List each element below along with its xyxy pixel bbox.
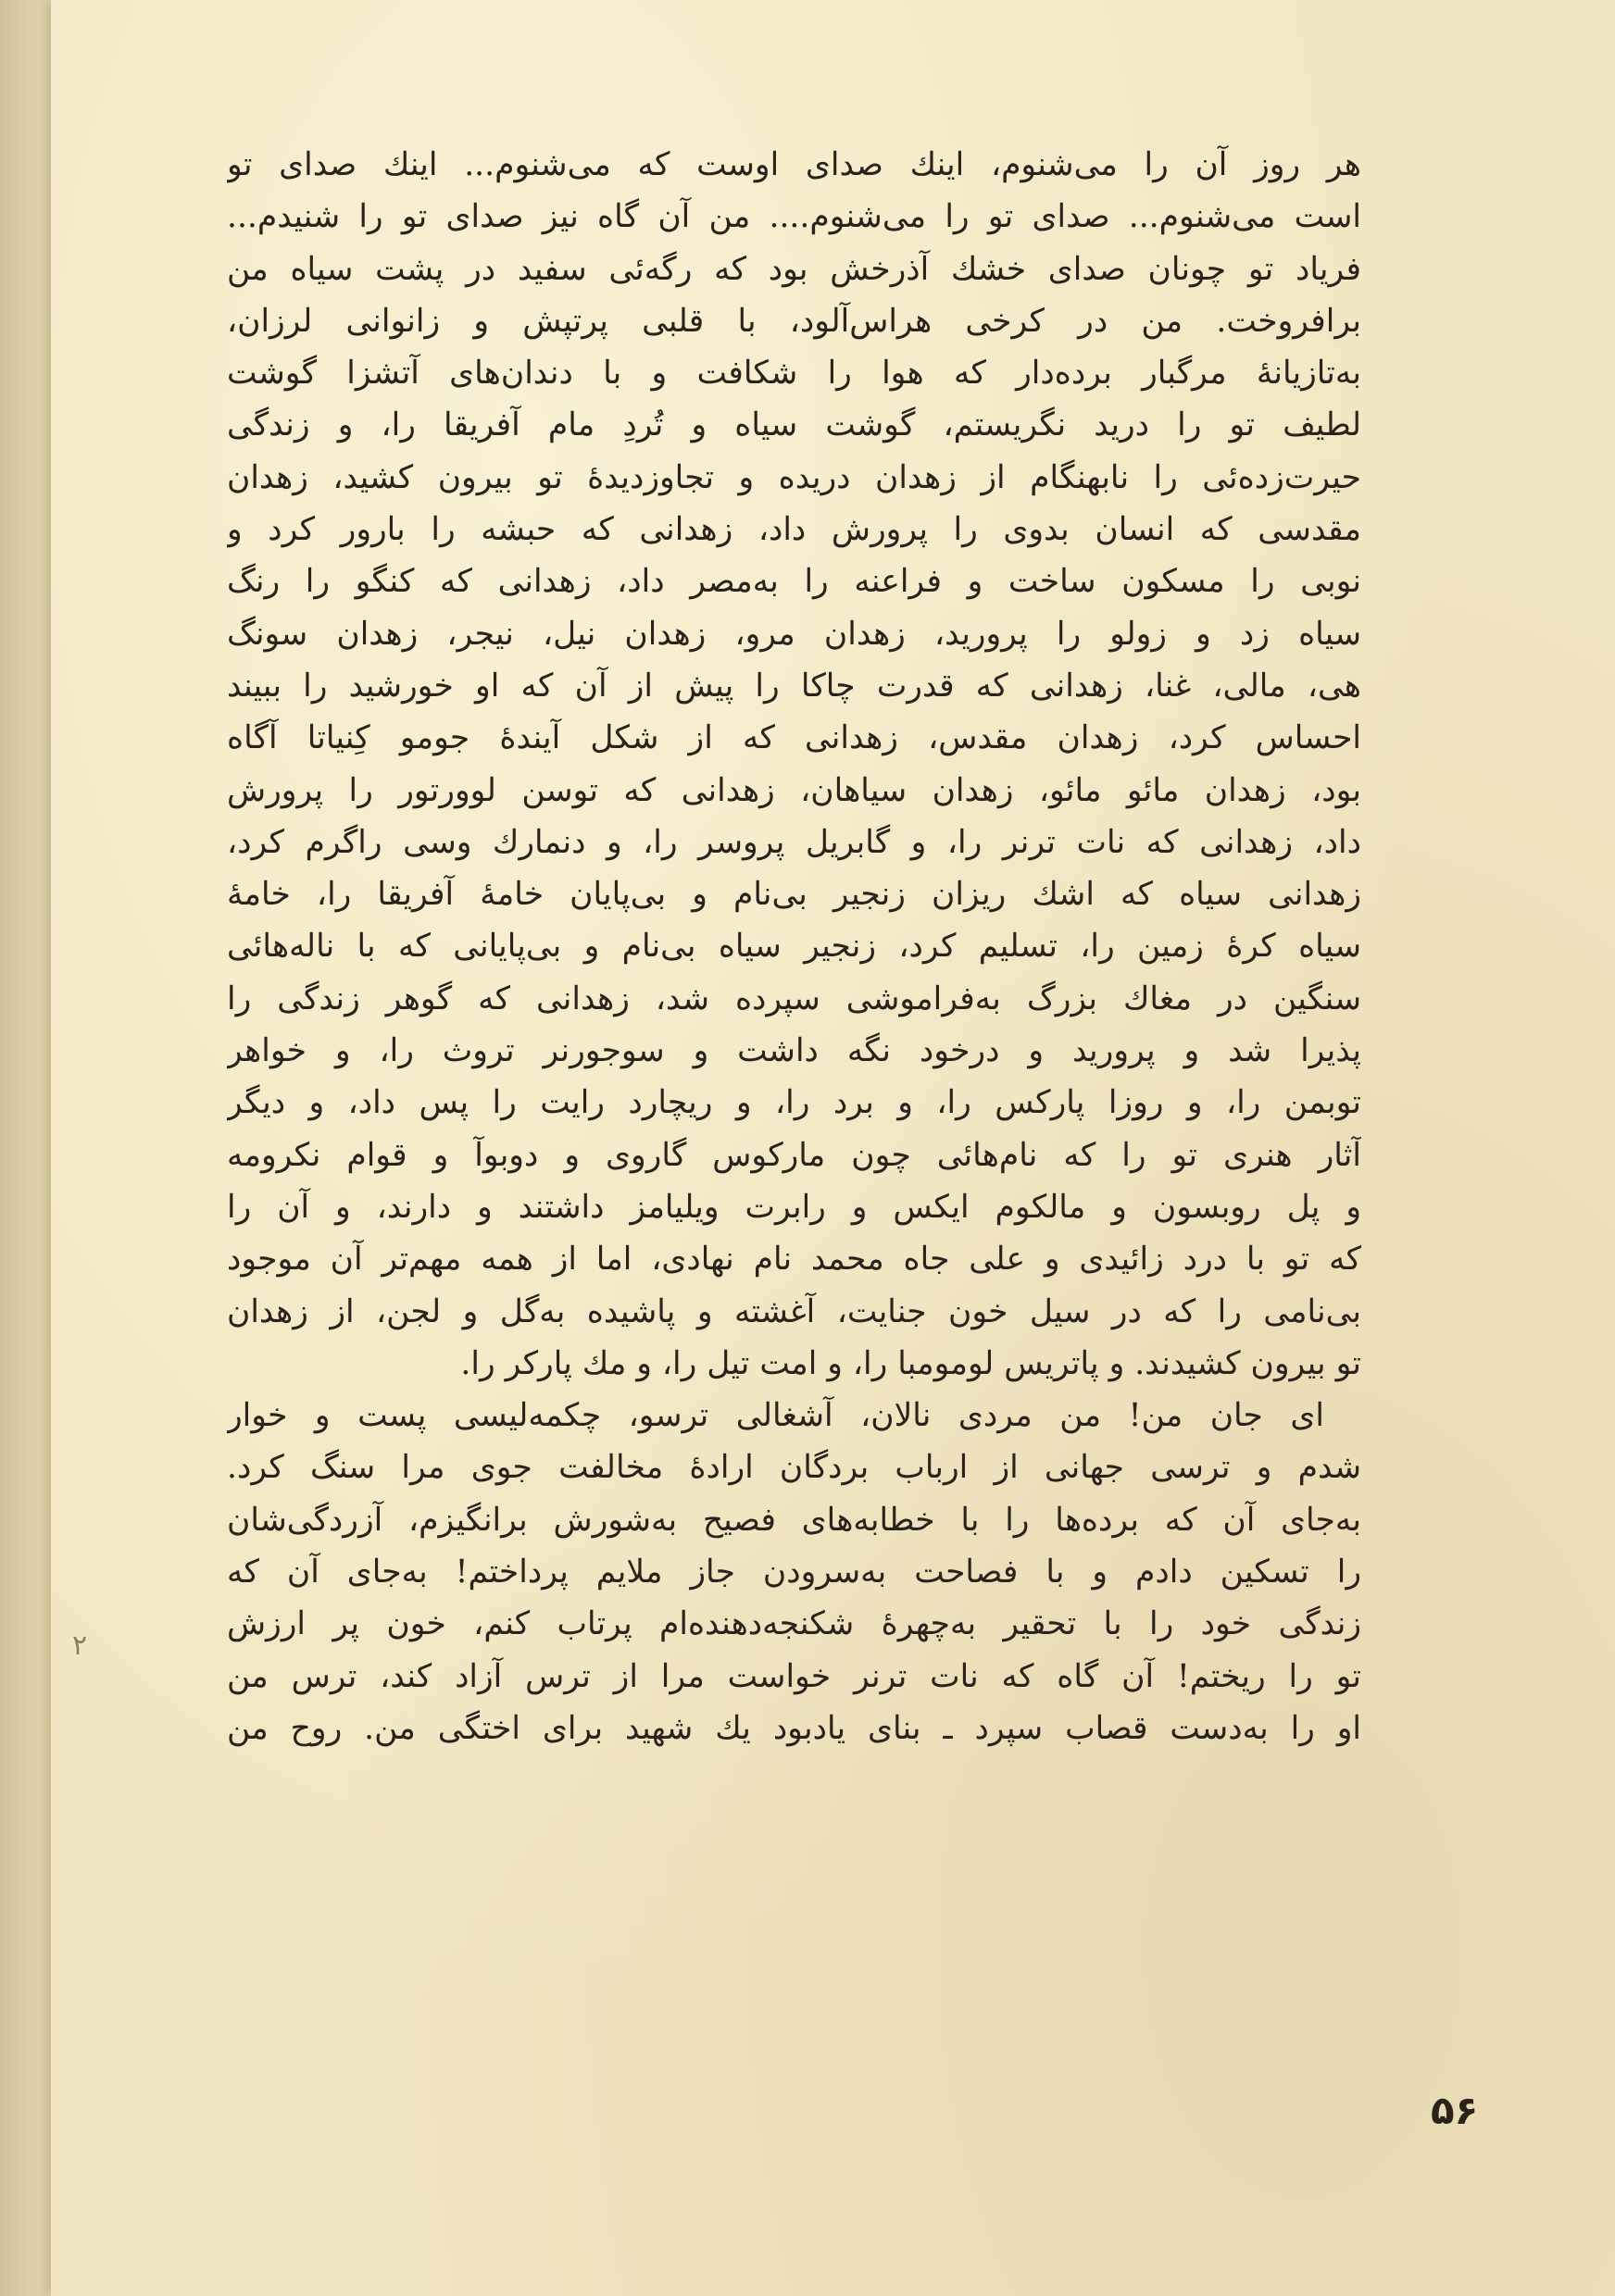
margin-mark: ٢ — [72, 1629, 88, 1662]
text-line: فریاد تو چونان صدای خشك آذرخش بود که رگه‌ئی سفید در پشت سیاه من — [227, 250, 1361, 288]
text-line: زندگی خود را با تحقیر به‌چهرهٔ شکنجه‌دهنده‌ام پرتاب کنم، خون پر ارزش — [227, 1605, 1361, 1643]
text-line: شدم و ترسی جهانی از ارباب بردگان ارادهٔ مخالفت جوی مرا سنگ کرد. — [227, 1449, 1361, 1487]
text-line: حیرت‌زده‌ئی را نابهنگام از زهدان دریده و تجاوزدیدهٔ تو بیرون کشید، زهدان — [227, 458, 1361, 496]
paragraph-2 — [227, 1390, 1361, 1754]
text-line: سیاه کرهٔ زمین را، تسلیم کرد، زنجیر سیاه بی‌نام و بی‌پایانی که با ناله‌هائی — [227, 928, 1361, 966]
text-line: به‌تازیانهٔ مرگبار برده‌دار که هوا را شکافت و با دندان‌های آتشزا گوشت — [227, 355, 1361, 393]
text-line: هر روز آن را می‌شنوم، اینك صدای اوست که می‌شنوم... اینك صدای تو — [227, 146, 1361, 183]
text-line: لطیف تو را درید نگریستم، گوشت سیاه و تُردِ مام آفریقا را، و زندگی — [227, 406, 1361, 444]
text-line: پذیرا شد و پرورید و درخود نگه داشت و سوجورنر تروث را، و خواهر — [227, 1032, 1361, 1070]
text-line: داد، زهدانی که نات ترنر را، و گابریل پروسر را، و دنمارك وسی راگرم کرد، — [227, 823, 1361, 861]
text-line: که تو با درد زائیدی و علی جاه محمد نام نهادی، اما از همه مهم‌تر آن موجود — [227, 1241, 1361, 1279]
page-number: ۵۶ — [1431, 2088, 1479, 2133]
text-line: برافروخت. من در کرخی هراس‌آلود، با قلبی پرتپش و زانوانی لرزان، — [227, 302, 1361, 340]
text-line: سیاه زد و زولو را پرورید، زهدان مرو، زهدان نیل، نیجر، زهدان سونگ — [227, 615, 1361, 653]
paragraph-1 — [227, 139, 1361, 1390]
body-text — [227, 139, 1361, 1754]
text-line: به‌جای آن که برده‌ها را با خطابه‌های فصیح به‌شورش برانگیزم، آزردگی‌شان — [227, 1501, 1361, 1539]
text-line: مقدسی که انسان بدوی را پرورش داد، زهدانی که حبشه را بارور کرد و — [227, 511, 1361, 549]
text-line: بی‌نامی را که در سیل خون جنایت، آغشته و پاشیده به‌گل و لجن، از زهدان — [227, 1292, 1361, 1330]
text-line: است می‌شنوم... صدای تو را می‌شنوم.... من آن گاه نیز صدای تو را شنیدم... — [227, 198, 1361, 236]
text-line: را تسکین دادم و با فصاحت به‌سرودن جاز ملایم پرداختم! به‌جای آن که — [227, 1554, 1361, 1591]
text-line: و پل روبسون و مالکوم ایکس و رابرت ویلیامز داشتند و دارند، و آن را — [227, 1188, 1361, 1226]
text-line: بود، زهدان مائو مائو، زهدان سیاهان، زهدانی که توسن لوورتور را پرورش — [227, 771, 1361, 809]
text-line: سنگین در مغاك بزرگ به‌فراموشی سپرده شد، زهدانی که گوهر زندگی را — [227, 980, 1361, 1017]
text-line: احساس کرد، زهدان مقدس، زهدانی که از شکل آیندهٔ جومو کِنیاتا آگاه — [227, 719, 1361, 757]
text-line: او را به‌دست قصاب سپرد ـ بنای یادبود یك شهید برای اختگی من. روح من — [227, 1709, 1361, 1747]
text-line: هی، مالی، غنا، زهدانی که قدرت چاکا را پیش از آن که او خورشید را ببیند — [227, 667, 1361, 705]
text-line: زهدانی سیاه که اشك ریزان زنجیر بی‌نام و بی‌پایان خامهٔ آفریقا را، خامهٔ — [227, 876, 1361, 914]
text-line: نوبی را مسکون ساخت و فراعنه را به‌مصر داد، زهدانی که کنگو را رنگ — [227, 563, 1361, 601]
text-line: آثار هنری تو را که نام‌هائی چون مارکوس گاروی و دوبوآ و قوام نکرومه — [227, 1136, 1361, 1174]
text-line: ای جان من! من مردی نالان، آشغالی ترسو، چکمه‌لیسی پست و خوار — [227, 1397, 1324, 1435]
text-line: توبمن را، و روزا پارکس را، و برد را، و ریچارد رایت را پس داد، و دیگر — [227, 1084, 1361, 1122]
page-edge — [0, 0, 51, 2296]
text-line: تو را ریختم! آن گاه که نات ترنر خواست مرا از ترس آزاد کند، ترس من — [227, 1657, 1361, 1695]
text-line: تو بیرون کشیدند. و پاتریس لومومبا را، و امت تیل را، و مك پارکر را. — [460, 1344, 1361, 1382]
